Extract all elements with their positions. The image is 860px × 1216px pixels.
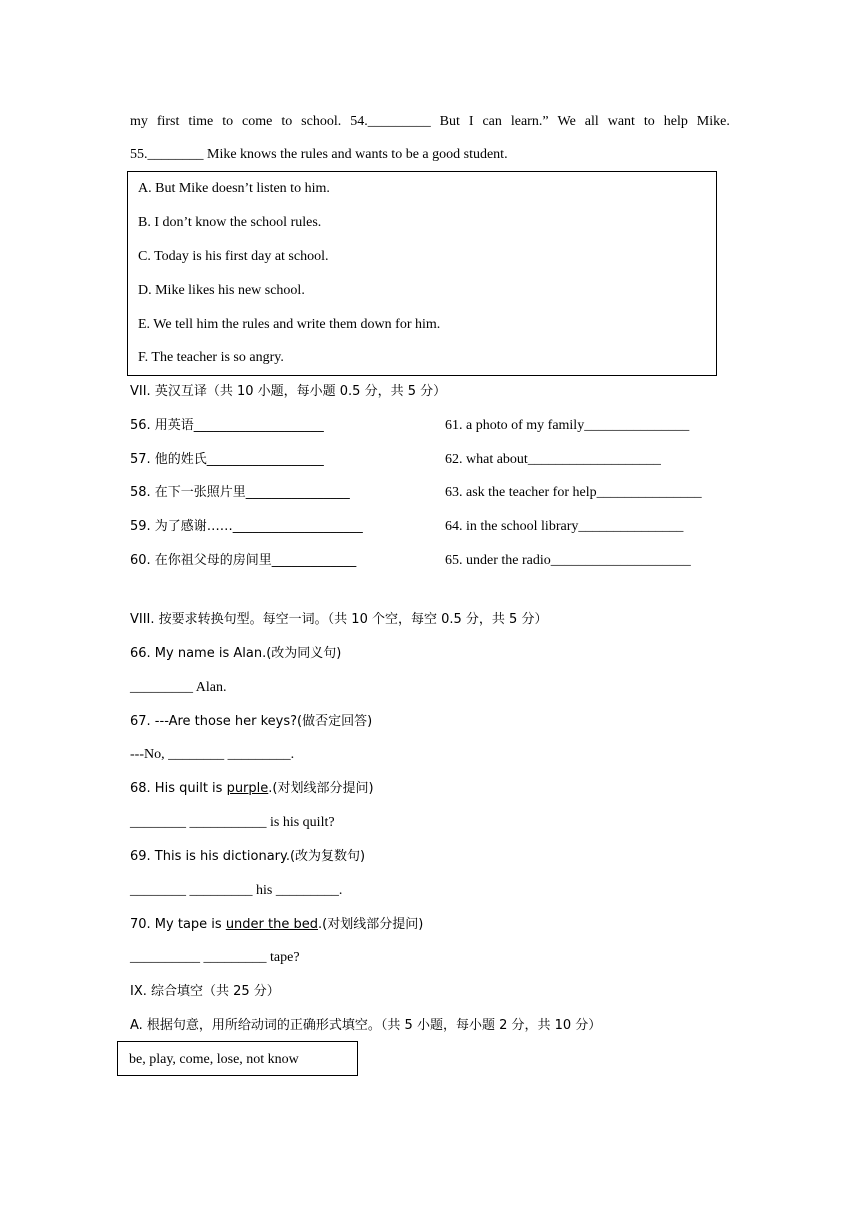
passage-word: my: [130, 114, 148, 129]
question-70: [130, 916, 423, 934]
answer-67: ---No, ________ _________.: [130, 747, 295, 762]
translation-item-64: 64. in the school library_______________: [445, 519, 684, 534]
question-68: [130, 780, 374, 798]
question-66: 66. My name is Alan.(改为同义句): [130, 646, 342, 661]
passage-word: all: [584, 114, 599, 129]
translation-item-58: 58. 在下一张照片里________________: [130, 485, 350, 500]
answer-69: ________ _________ his _________.: [130, 883, 343, 898]
passage-word: learn.”: [510, 114, 549, 129]
translation-item-60: 60. 在你祖父母的房间里_____________: [130, 553, 357, 568]
passage-word: 54._________: [350, 114, 431, 129]
passage-word: to: [643, 114, 655, 129]
question-70-instruction: .(对划线部分提问): [318, 917, 424, 932]
passage-word: time: [188, 114, 214, 129]
passage-word: want: [607, 114, 635, 129]
option-d: D. Mike likes his new school.: [138, 283, 305, 298]
passage-word: to: [281, 114, 293, 129]
passage-line-2: 55.________ Mike knows the rules and wants to be a good student.: [130, 147, 508, 162]
translation-item-59: 59. 为了感谢……____________________: [130, 519, 363, 534]
passage-line-1: [130, 113, 730, 131]
option-c: C. Today is his first day at school.: [138, 249, 329, 264]
question-69: 69. This is his dictionary.(改为复数句): [130, 849, 366, 864]
passage-word: I: [468, 114, 474, 129]
translation-item-61: 61. a photo of my family_______________: [445, 418, 690, 433]
translation-item-57: 57. 他的姓氏__________________: [130, 452, 324, 467]
question-70-underlined: under the bed: [225, 917, 318, 932]
word-bank-text: be, play, come, lose, not know: [129, 1052, 299, 1067]
answer-68: ________ ___________ is his quilt?: [130, 815, 335, 830]
passage-word: to: [222, 114, 234, 129]
passage-word: can: [482, 114, 502, 129]
translation-item-56: 56. 用英语____________________: [130, 418, 324, 433]
answer-70: __________ _________ tape?: [130, 950, 300, 965]
option-f: F. The teacher is so angry.: [138, 350, 284, 365]
option-a: A. But Mike doesn’t listen to him.: [138, 181, 330, 196]
question-70-text: 70. My tape is: [130, 917, 226, 932]
section9-heading: IX. 综合填空（共 25 分）: [130, 984, 280, 999]
section9-part-a-instruction: A. 根据句意，用所给动词的正确形式填空。（共 5 小题，每小题 2 分，共 10 分）: [130, 1018, 602, 1033]
translation-item-63: 63. ask the teacher for help_______________: [445, 485, 702, 500]
passage-word: school.: [301, 114, 342, 129]
question-67: 67. ---Are those her keys?(做否定回答): [130, 714, 373, 729]
passage-word: come: [242, 114, 273, 129]
translation-item-65: 65. under the radio____________________: [445, 553, 691, 568]
passage-word: first: [156, 114, 180, 129]
answer-66: _________ Alan.: [130, 680, 227, 695]
option-e: E. We tell him the rules and write them down for him.: [138, 317, 441, 332]
section8-heading: VIII. 按要求转换句型。每空一词。（共 10 个空，每空 0.5 分，共 5 分）: [130, 612, 548, 627]
options-box: [127, 171, 717, 376]
passage-word: help: [663, 114, 688, 129]
option-b: B. I don’t know the school rules.: [138, 215, 322, 230]
section7-heading: VII. 英汉互译（共 10 小题，每小题 0.5 分，共 5 分）: [130, 384, 447, 399]
question-68-underlined: purple: [226, 781, 269, 796]
question-68-instruction: .(对划线部分提问): [268, 781, 374, 796]
passage-word: But: [439, 114, 460, 129]
passage-word: Mike.: [696, 114, 730, 129]
question-68-text: 68. His quilt is: [130, 781, 227, 796]
passage-word: We: [557, 114, 576, 129]
translation-item-62: 62. what about___________________: [445, 452, 661, 467]
